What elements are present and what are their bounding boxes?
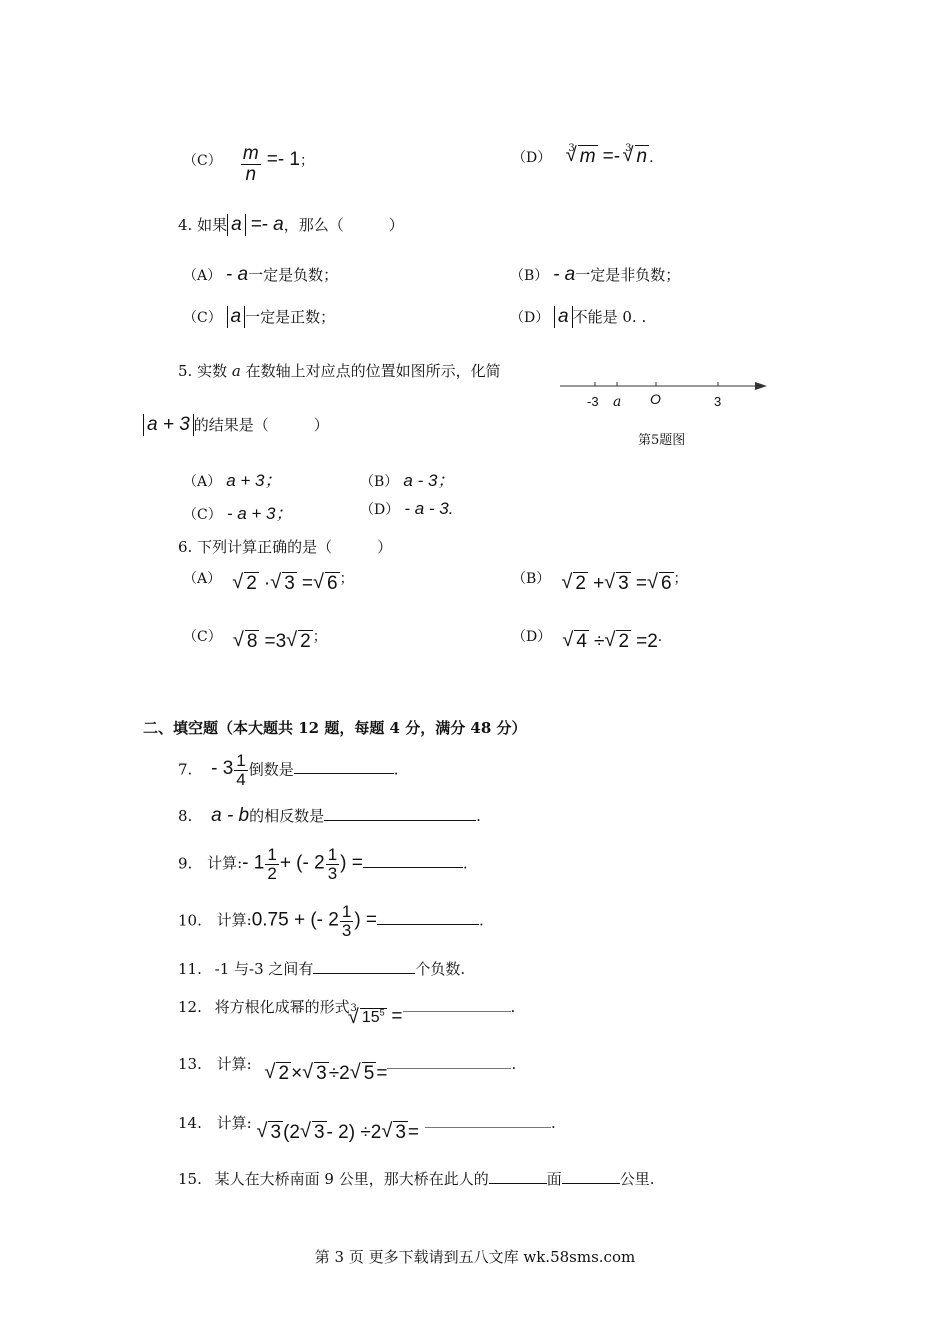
q3-option-d: （D） $^3$√ m =- $^3$√ n . bbox=[512, 146, 654, 168]
number-line-arrow bbox=[755, 382, 767, 390]
absolute-value: a + 3 bbox=[143, 414, 194, 436]
question-number: 10. bbox=[178, 911, 202, 930]
option-label: （C） bbox=[183, 629, 222, 645]
q5-stem-line2: a + 3 的结果是（ ） bbox=[143, 414, 329, 436]
absolute-value: a bbox=[227, 306, 246, 328]
q7: 7. - 3 $\frac{1}{4}$ 倒数是 . bbox=[178, 751, 399, 789]
fraction: $\frac{1}{2}$ bbox=[267, 845, 277, 883]
q15: 15. 某人在大桥南面 9 公里，那大桥在此人的 面 公里. bbox=[178, 1170, 655, 1188]
q4-option-b: （B） - a一定是非负数； bbox=[510, 264, 681, 285]
q4-stem: 4. 如果 a =- a，那么（ ） bbox=[178, 214, 404, 235]
answer-blank[interactable] bbox=[425, 1113, 551, 1128]
square-root: √ 8 bbox=[233, 631, 260, 653]
square-root: √ 3 bbox=[256, 1122, 283, 1144]
square-root: √ 3 bbox=[270, 573, 297, 595]
math-expression: √ 3 (2√ 3 - 2) ÷2√ 3 = bbox=[256, 1124, 419, 1142]
q6-option-d: （D） √ 4 ÷√ 2 =2. bbox=[512, 631, 662, 653]
math-expr: =- 1 bbox=[266, 148, 301, 170]
option-label: （A） bbox=[183, 474, 222, 490]
q5-option-a: （A） a + 3； bbox=[183, 471, 282, 490]
answer-blank[interactable] bbox=[313, 959, 415, 974]
answer-blank[interactable] bbox=[324, 806, 476, 821]
q6-option-c: （C） √ 8 =3√ 2 ； bbox=[183, 631, 327, 653]
q4-option-d: （D） a 不能是 0. . bbox=[510, 306, 647, 327]
option-label: （C） bbox=[183, 507, 222, 523]
cube-root: √ m bbox=[566, 146, 598, 168]
question-number: 12. bbox=[178, 998, 202, 1016]
option-label: （D） bbox=[512, 629, 552, 645]
option-label: （A） bbox=[183, 571, 222, 587]
math-expression: √ 2 ×√ 3 ÷2√ 5 = bbox=[264, 1065, 387, 1083]
q4-option-c: （C） a 一定是正数； bbox=[183, 306, 336, 327]
square-root: √ 2 bbox=[264, 1063, 291, 1085]
q8: 8. a - b的相反数是 . bbox=[178, 805, 481, 826]
page-footer: 第 3 页 更多下载请到五八文库 wk.58sms.com bbox=[314, 1248, 636, 1266]
option-label: （D） bbox=[510, 310, 550, 326]
q10: 10. 计算:0.75 + (- 2 $\frac{1}{3}$ ) = . bbox=[178, 902, 484, 940]
option-label: （D） bbox=[360, 502, 400, 518]
q6-stem: 6. 下列计算正确的是（ ） bbox=[178, 538, 393, 556]
q5-option-b: （B） a - 3； bbox=[360, 471, 455, 490]
square-root: √ 3 bbox=[302, 1063, 329, 1085]
cube-root-expression: $^3$√ $15^5$ = bbox=[354, 1008, 402, 1026]
answer-blank[interactable] bbox=[363, 853, 463, 868]
option-label: （B） bbox=[512, 571, 551, 587]
square-root: √ 2 bbox=[604, 631, 631, 653]
axis-label-a: a bbox=[613, 394, 622, 410]
q3-option-c: （C） $\frac{m}{n}$ =- 1； bbox=[183, 143, 315, 185]
q5-option-d: （D） - a - 3. bbox=[360, 499, 454, 518]
axis-label-3: 3 bbox=[714, 394, 722, 409]
square-root: √ 2 bbox=[286, 631, 313, 653]
absolute-value: a bbox=[554, 306, 573, 328]
square-root: √ 6 bbox=[313, 573, 340, 595]
cube-root: √ $15^5$ bbox=[348, 1008, 387, 1027]
square-root: √ 6 bbox=[647, 573, 674, 595]
cube-root: √ n bbox=[623, 146, 650, 168]
question-number: 7. bbox=[178, 760, 193, 779]
q9: 9. 计算:- 1 $\frac{1}{2}$ + (- 2 $\frac{1}{3}$ ) = . bbox=[178, 845, 468, 883]
square-root: √ 2 bbox=[232, 573, 259, 595]
answer-blank[interactable] bbox=[403, 997, 511, 1012]
q5-option-c: （C） - a + 3； bbox=[183, 504, 293, 523]
square-root: √ 3 bbox=[381, 1122, 408, 1144]
q13: 13. 计算: √ 2 ×√ 3 ÷2√ 5 = . bbox=[178, 1053, 516, 1075]
fraction: $\frac{1}{3}$ bbox=[341, 902, 352, 940]
fraction: $\frac{m}{n}$ bbox=[242, 143, 259, 185]
question-number: 9. bbox=[178, 854, 193, 873]
q12: 12. 将方根化成幂的形式 $^3$√ $15^5$ = . bbox=[178, 996, 515, 1018]
q5-stem: 5. 实数 a 在数轴上对应点的位置如图所示，化简 bbox=[178, 362, 501, 380]
option-label: （C） bbox=[183, 152, 222, 169]
option-label: （C） bbox=[183, 310, 222, 326]
q6-option-b: （B） √ 2 +√ 3 =√ 6 ； bbox=[512, 573, 688, 595]
option-label: （B） bbox=[510, 268, 549, 284]
option-label: （B） bbox=[360, 474, 399, 490]
option-label: （D） bbox=[512, 150, 552, 166]
q11: 11. -1 与-3 之间有 个负数. bbox=[178, 960, 466, 978]
question-number: 8. bbox=[178, 807, 193, 825]
option-label: （A） bbox=[183, 268, 222, 284]
q6-option-a: （A） √ 2 ·√ 3 =√ 6 ； bbox=[183, 573, 354, 595]
section-title: 二、填空题（本大题共 12 题，每题 4 分，满分 48 分） bbox=[143, 719, 527, 737]
figure-caption: 第5题图 bbox=[638, 433, 686, 448]
answer-blank[interactable] bbox=[387, 1054, 511, 1069]
answer-blank[interactable] bbox=[294, 759, 394, 774]
question-number: 11. bbox=[178, 960, 202, 978]
fraction: $\frac{1}{3}$ bbox=[327, 845, 338, 883]
square-root: √ 4 bbox=[562, 631, 589, 653]
answer-blank-direction[interactable] bbox=[489, 1169, 547, 1184]
axis-label-minus-3: -3 bbox=[587, 394, 599, 409]
fraction: $\frac{1}{4}$ bbox=[236, 751, 246, 789]
square-root: √ 3 bbox=[604, 573, 631, 595]
square-root: √ 2 bbox=[561, 573, 588, 595]
question-number: 13. bbox=[178, 1055, 202, 1073]
answer-blank-distance[interactable] bbox=[562, 1169, 620, 1184]
q4-option-a: （A） - a一定是负数； bbox=[183, 264, 339, 285]
square-root: √ 5 bbox=[350, 1063, 377, 1085]
question-number: 15. bbox=[178, 1170, 202, 1188]
square-root: √ 3 bbox=[300, 1122, 327, 1144]
answer-blank[interactable] bbox=[377, 910, 479, 925]
q14: 14. 计算: √ 3 (2√ 3 - 2) ÷2√ 3 = . bbox=[178, 1112, 556, 1134]
absolute-value: a bbox=[227, 214, 246, 236]
question-number: 14. bbox=[178, 1114, 202, 1132]
axis-label-origin: O bbox=[650, 391, 661, 407]
